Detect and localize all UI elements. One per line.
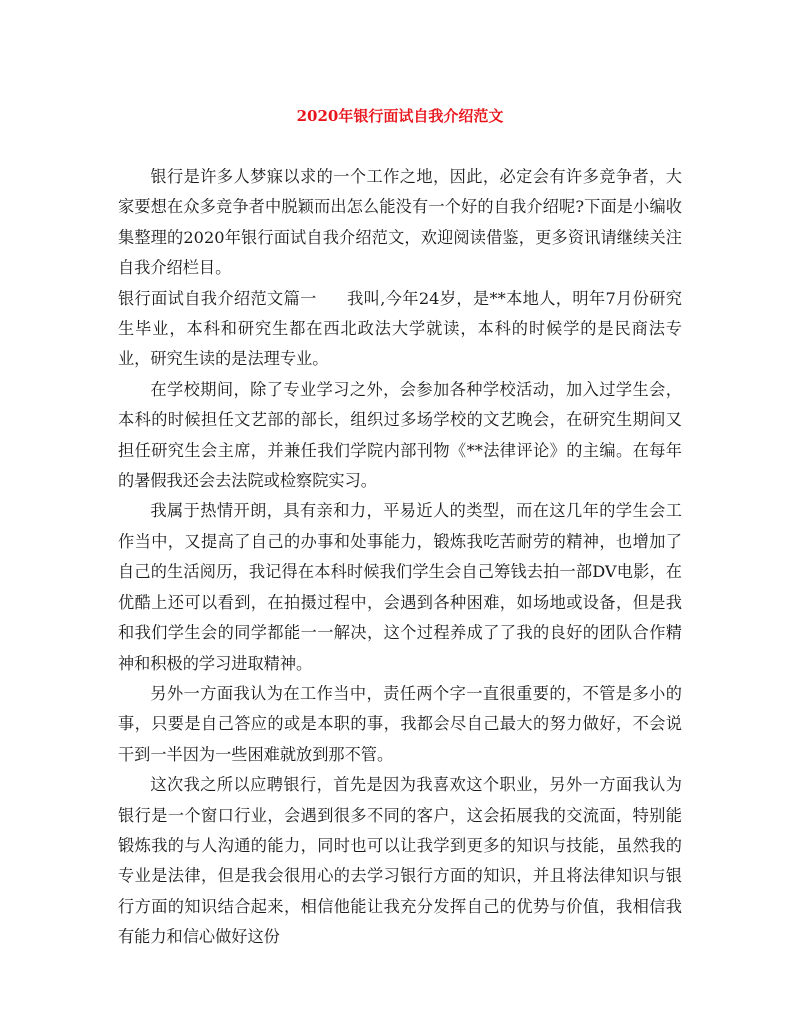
- section-heading: 银行面试自我介绍范文篇一: [118, 288, 317, 308]
- body-paragraph: 在学校期间，除了专业学习之外，会参加各种学校活动，加入过学生会，本科的时候担任文艺部的部长，组织过多场学校的文艺晚会，在研究生期间又担任研究生会主席，并兼任我们学院内部刊物《**法律评论》的主编。在每年的暑假我还会去法院或检察院实习。: [118, 379, 682, 491]
- body-paragraph: 我属于热情开朗，具有亲和力，平易近人的类型，而在这几年的学生会工作当中，又提高了自己的办事和处事能力，锻炼我吃苦耐劳的精神，也增加了自己的生活阅历，我记得在本科时候我们学生会自己筹钱去拍一部DV电影，在优酷上还可以看到，在拍摄过程中，会遇到各种困难，如场地或设备，但是我和我们学生会的同学都能一一解决，这个过程养成了了我的良好的团队合作精神和积极的学习进取精神。: [118, 501, 682, 673]
- intro-paragraph: 银行是许多人梦寐以求的一个工作之地，因此，必定会有许多竞争者，大家要想在众多竞争者中脱颖而出怎么能没有一个好的自我介绍呢?下面是小编收集整理的2020年银行面试自我介绍范文，欢迎阅读借鉴，更多资讯请继续关注自我介绍栏目。: [118, 167, 682, 278]
- document-body: [118, 162, 682, 953]
- body-paragraph: 另外一方面我认为在工作当中，责任两个字一直很重要的，不管是多小的事，只要是自己答应的或是本职的事，我都会尽自己最大的努力做好，不会说干到一半因为一些困难就放到那不管。: [118, 683, 682, 764]
- section-paragraph: [118, 284, 682, 375]
- document-title: 2020年银行面试自我介绍范文: [296, 107, 504, 125]
- body-paragraph: 这次我之所以应聘银行，首先是因为我喜欢这个职业，另外一方面我认为银行是一个窗口行业，会遇到很多不同的客户，这会拓展我的交流面，特别能锻炼我的与人沟通的能力，同时也可以让我学到更多的知识与技能，虽然我的专业是法律，但是我会很用心的去学习银行方面的知识，并且将法律知识与银行方面的知识结合起来，相信他能让我充分发挥自己的优势与价值，我相信我有能力和信心做好这份: [118, 775, 682, 947]
- section-first-text: 我叫,今年24岁，是**本地人，明年7月份研究生毕业，本科和研究生都在西北政法大学就读，本科的时候学的是民商法专业，研究生读的是法理专业。: [118, 288, 682, 369]
